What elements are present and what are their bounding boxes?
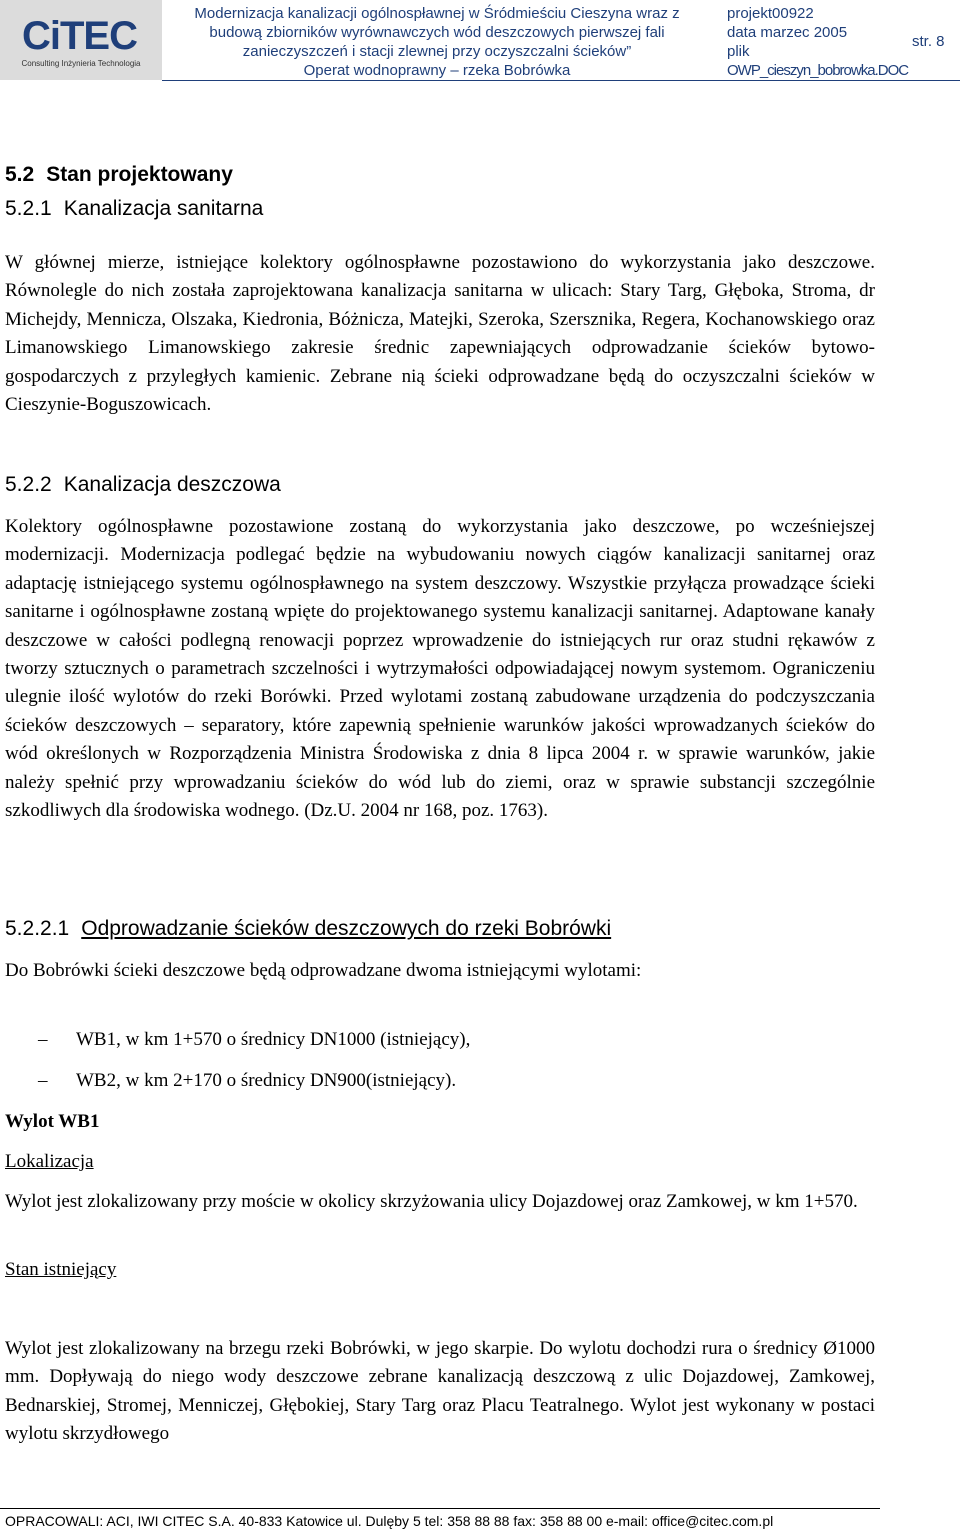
header-divider bbox=[162, 80, 960, 81]
outlet-heading: Wylot WB1 bbox=[5, 1111, 100, 1132]
list-item-text: WB2, w km 2+170 o średnicy DN900(istniejący). bbox=[76, 1070, 457, 1091]
subsubsection-number: 5.2.2.1 bbox=[5, 917, 70, 940]
page-footer: OPRACOWALI: ACI, IWI CITEC S.A. 40-833 Katowice ul. Dulęby 5 tel: 358 88 88 fax: 358 88 00 e-mail: office@citec.com.pl bbox=[5, 1513, 774, 1529]
current-state-text: Wylot jest zlokalizowany na brzegu rzeki Bobrówki, w jego skarpie. Do wylotu dochodzi rura o średnicy Ø1000 mm. Dopływają do niego wody deszczowe zebrane kanalizacją deszczową z ulic Dojazdowej, Zamkowej, Bednarskiej, Stromej, Menniczej, Głębokiej, Stary Targ oraz Placu Teatralnego. Wylot jest wykonany w postaci wylotu skrzydłowego bbox=[5, 1338, 875, 1445]
logo-subtitle: Consulting Inżynieria Technologia bbox=[21, 59, 141, 68]
company-logo bbox=[0, 0, 162, 80]
header-title-line: zanieczyszczeń i stacji zlewnej przy oczyszczalni ścieków” bbox=[242, 43, 632, 60]
project-date: data marzec 2005 bbox=[727, 24, 848, 41]
list-dash: – bbox=[38, 1029, 48, 1050]
footer-divider bbox=[0, 1508, 880, 1509]
file-label: plik bbox=[727, 43, 750, 60]
location-label: Lokalizacja bbox=[5, 1151, 94, 1172]
subsection-heading bbox=[5, 473, 281, 497]
sanitary-paragraph: W głównej mierze, istniejące kolektory ogólnospławne pozostawiono do wykorzystania jako deszczowe. Równolegle do nich została zaprojektowana kanalizacja sanitarna w ulicach: Stary Targ, Głęboka, Stroma, dr Michejdy, Mennicza, Olszaka, Kiedronia, Bóżnicza, Matejki, Szeroka, Szersznika, Regera, Kochanowskiego oraz Limanowskiego Limanowskiego zakresie średnic zapewniających odprowadzanie ścieków bytowo-gospodarczych z przyległych kamienic. Zebrane nią ścieki odprowadzane będą do oczyszczalni ścieków w Cieszynie-Boguszowicach. bbox=[5, 252, 875, 416]
subsection-number: 5.2.1 bbox=[5, 197, 52, 220]
location-text: Wylot jest zlokalizowany przy moście w okolicy skrzyżowania ulicy Dojazdowej oraz Zamkowej, w km 1+570. bbox=[5, 1191, 858, 1212]
header-title-line: Modernizacja kanalizacji ogólnospławnej w Śródmieściu Cieszyna wraz z bbox=[194, 5, 680, 22]
page-header bbox=[0, 0, 960, 80]
section-title: Stan projektowany bbox=[46, 163, 233, 186]
subsection-title: Kanalizacja deszczowa bbox=[63, 473, 281, 496]
current-state-label: Stan istniejący bbox=[5, 1259, 117, 1280]
project-number: projekt00922 bbox=[727, 5, 814, 22]
subsection-title: Kanalizacja sanitarna bbox=[63, 197, 264, 220]
outlets-intro: Do Bobrówki ścieki deszczowe będą odprowadzane dwoma istniejącymi wylotami: bbox=[5, 960, 642, 981]
list-dash: – bbox=[38, 1070, 48, 1091]
list-item bbox=[38, 1067, 858, 1095]
section-heading bbox=[5, 163, 233, 187]
stormwater-paragraph: Kolektory ogólnospławne pozostawione zostaną do wykorzystania jako deszczowe, po wcześniejszej modernizacji. Modernizacja podlegać będzie na wybudowaniu nowych ciągów kanalizacji sanitarnej oraz adaptację istniejącego systemu ogólnospławnego na system deszczowy. Wszystkie przyłącza prowadzące ścieki sanitarne i ogólnospławne zostaną wpięte do projektowanego systemu kanalizacji sanitarnej. Adaptowane kanały deszczowe w całości podlegną renowacji poprzez wprowadzenie do istniejących rur oraz studni rękawów z tworzy sztucznych o parametrach szczelności i wytrzymałości odpowiadającej nowym systemom. Ograniczeniu ulegnie ilość wylotów do rzeki Borówki. Przed wylotami zostaną zabudowane urządzenia do podczyszczania ścieków deszczowych – separatory, które zapewnią spełnienie warunków jakości wprowadzanych ścieków do wód określonych w Rozporządzenia Ministra Środowiska z dnia 8 lipca 2004 r. w sprawie warunków, jakie należy spełnić przy wprowadzaniu ścieków do wód lub do ziemi, oraz w sprawie substancji szczególnie szkodliwych dla środowiska wodnego. (Dz.U. 2004 nr 168, poz. 1763). bbox=[5, 516, 875, 822]
page-number: str. 8 bbox=[912, 33, 945, 50]
subsection-number: 5.2.2 bbox=[5, 473, 52, 496]
list-item bbox=[38, 1026, 858, 1054]
subsubsection-heading bbox=[5, 917, 611, 941]
header-title-line: budową zbiorników wyrównawczych wód deszczowych pierwszej fali bbox=[209, 24, 665, 41]
section-number: 5.2 bbox=[5, 163, 35, 186]
logo-text: CiTEC bbox=[22, 14, 137, 58]
file-name: OWP_cieszyn_bobrowka.DOC bbox=[727, 62, 909, 79]
subsubsection-title: Odprowadzanie ścieków deszczowych do rzeki Bobrówki bbox=[81, 917, 612, 940]
header-meta bbox=[727, 4, 917, 80]
header-title bbox=[172, 4, 702, 80]
header-title-line: Operat wodnoprawny – rzeka Bobrówka bbox=[303, 62, 571, 79]
subsection-heading bbox=[5, 197, 263, 221]
list-item-text: WB1, w km 1+570 o średnicy DN1000 (istniejący), bbox=[76, 1029, 471, 1050]
